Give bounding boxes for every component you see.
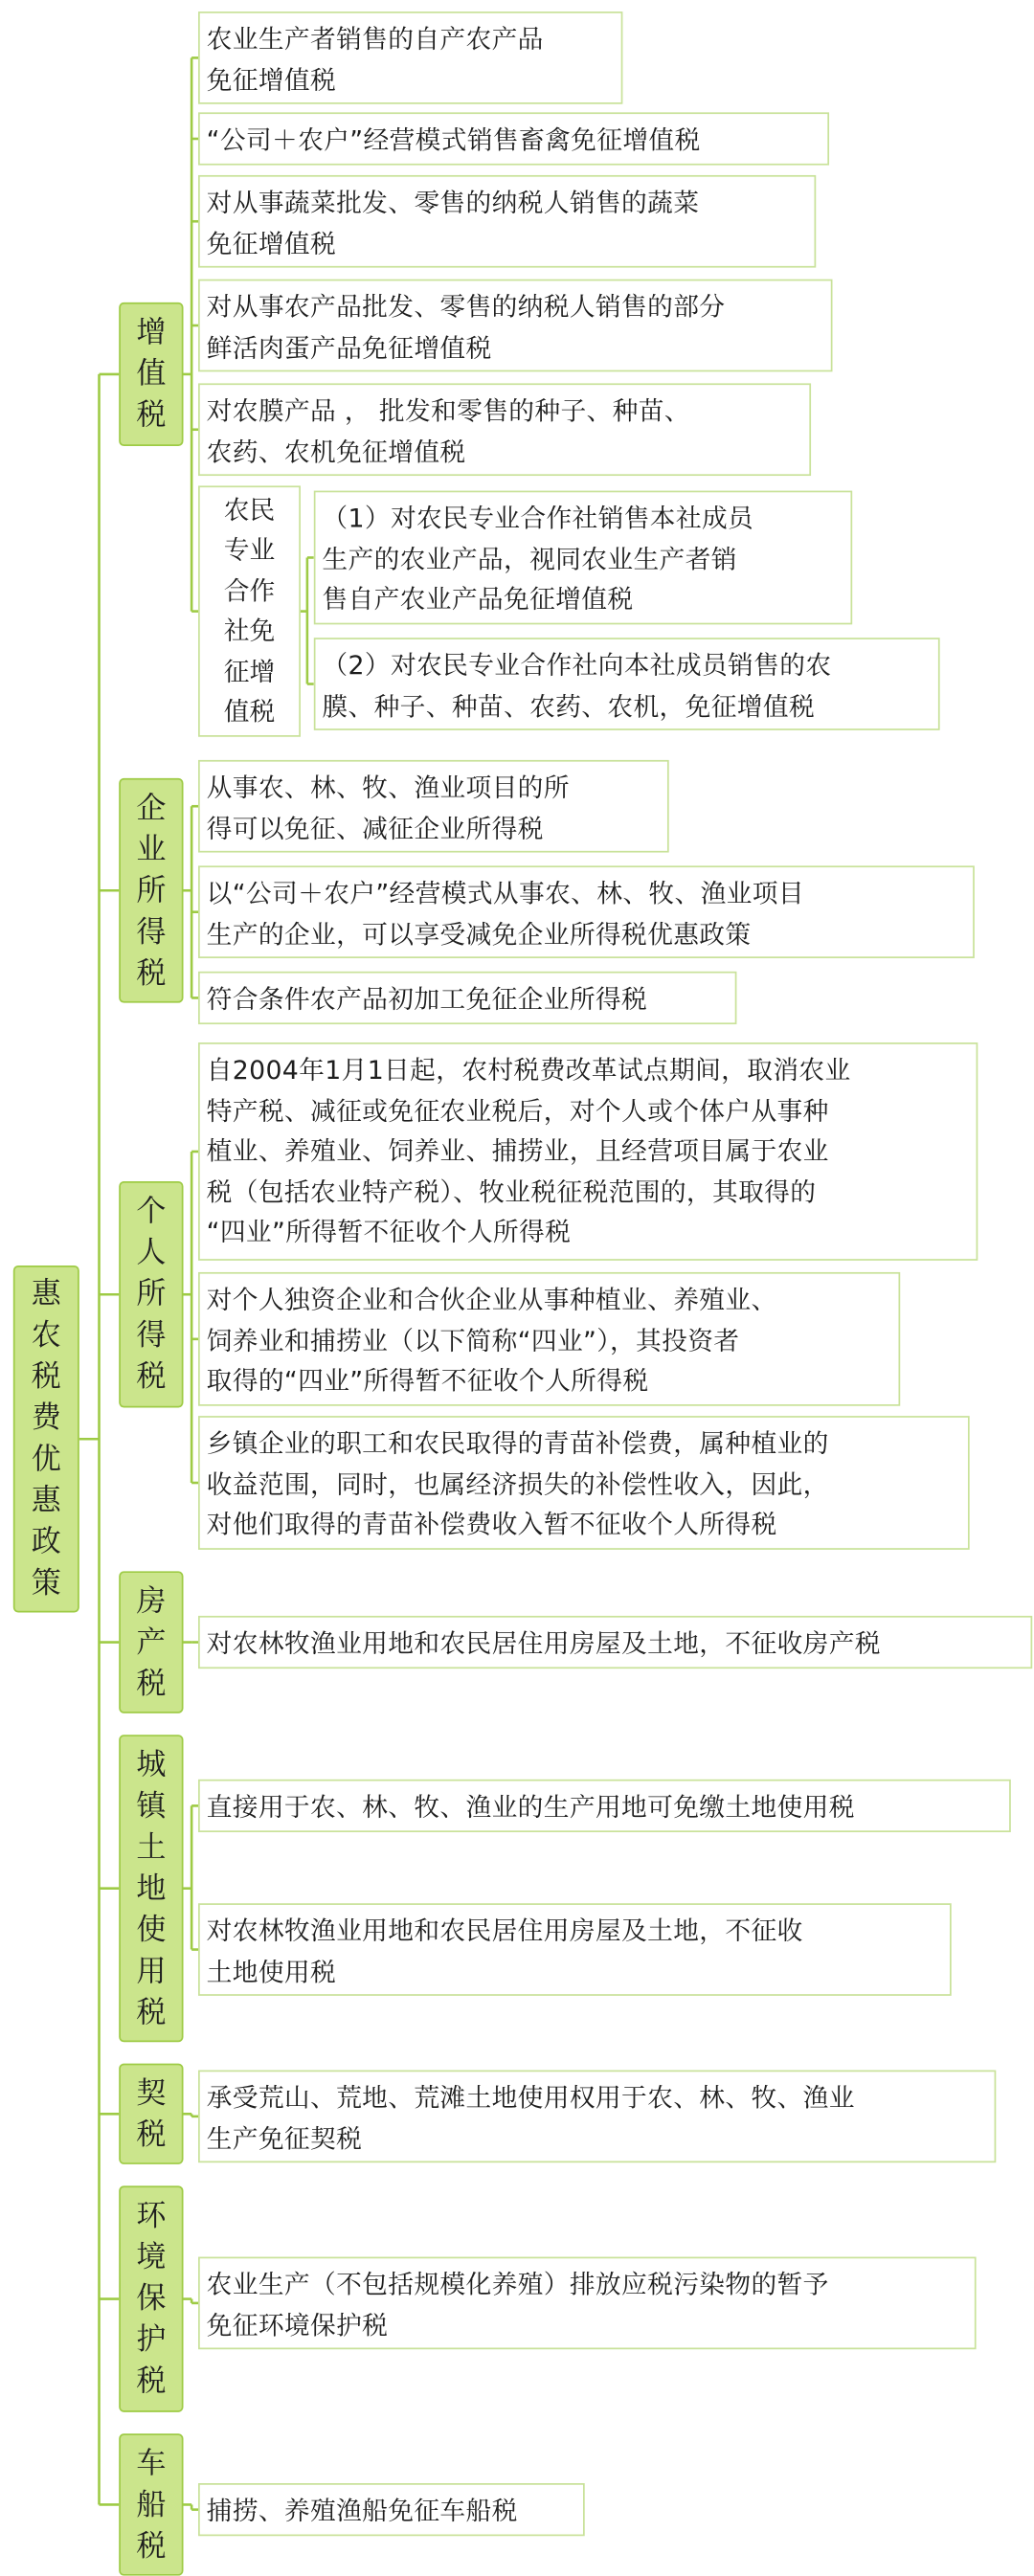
label-line: 环 bbox=[136, 2199, 167, 2234]
policy-item: 对从事蔬菜批发、零售的纳税人销售的蔬菜 免征增值税 bbox=[198, 175, 816, 268]
category-node-property-tax bbox=[119, 1571, 183, 1713]
category-node-vat bbox=[119, 302, 183, 446]
label-line: 费 bbox=[31, 1400, 61, 1436]
policy-item: 自2004年1月1日起，农村税费改革试点期间，取消农业 特产税、减征或免征农业税后，对个人或个体户从事种 植业、养殖业、饲养业、捕捞业，且经营项目属于农业 税（包括农业特产税）、牧业税征税范围的，其取得的 “四业”所得暂不征收个人所得税 bbox=[198, 1042, 978, 1261]
policy-item: （2）对农民专业合作社向本社成员销售的农 膜、种子、种苗、农药、农机，免征增值税 bbox=[314, 638, 940, 730]
label-line: 税 bbox=[136, 955, 167, 991]
label-line: 产 bbox=[136, 1624, 167, 1660]
label-line: 税 bbox=[136, 1995, 167, 2030]
label-line: 个 bbox=[136, 1194, 167, 1230]
policy-item: 直接用于农、林、牧、渔业的生产用地可免缴土地使用税 bbox=[198, 1780, 1011, 1832]
label-line: 所 bbox=[136, 1277, 167, 1312]
label-line: 业 bbox=[136, 831, 167, 867]
label-line: 社免 bbox=[223, 616, 276, 646]
label-line: 城 bbox=[136, 1747, 167, 1782]
label-line: 地 bbox=[136, 1870, 167, 1906]
category-node-land-use-tax bbox=[119, 1735, 183, 2042]
label-line: 税 bbox=[136, 397, 167, 434]
subgroup-cooperative bbox=[198, 485, 301, 736]
policy-item: 农业生产（不包括规模化养殖）排放应税污染物的暂予 免征环境保护税 bbox=[198, 2257, 977, 2350]
label-line: 得 bbox=[136, 914, 167, 950]
label-line: 保 bbox=[136, 2281, 167, 2317]
policy-item: 乡镇企业的职工和农民取得的青苗补偿费，属种植业的 收益范围，同时，也属经济损失的补偿性收入，因此， 对他们取得的青苗补偿费收入暂不征收个人所得税 bbox=[198, 1416, 970, 1550]
label-line: 税 bbox=[136, 1359, 167, 1395]
label-line: 得 bbox=[136, 1318, 167, 1354]
label-line: 税 bbox=[136, 2528, 167, 2564]
label-line: 征增 bbox=[223, 657, 276, 687]
policy-item: 以“公司＋农户”经营模式从事农、林、牧、渔业项目 生产的企业，可以享受减免企业所得税优惠政策 bbox=[198, 865, 975, 958]
label-line: 境 bbox=[136, 2240, 167, 2275]
label-line: 惠 bbox=[31, 1483, 61, 1519]
label-line: 土 bbox=[136, 1829, 167, 1865]
policy-item: 从事农、林、牧、渔业项目的所 得可以免征、减征企业所得税 bbox=[198, 760, 669, 853]
label-line: 人 bbox=[136, 1235, 167, 1271]
policy-item: 承受荒山、荒地、荒滩土地使用权用于农、林、牧、渔业 生产免征契税 bbox=[198, 2071, 996, 2163]
label-line: 增 bbox=[136, 315, 167, 350]
policy-item: 捕捞、养殖渔船免征车船税 bbox=[198, 2483, 585, 2536]
category-node-environmental-tax bbox=[119, 2185, 183, 2411]
label-line: 值税 bbox=[223, 697, 276, 728]
label-line: 用 bbox=[136, 1953, 167, 1989]
label-line: 税 bbox=[136, 1666, 167, 1701]
label-line: 车 bbox=[136, 2446, 167, 2481]
policy-item: 对个人独资企业和合伙企业从事种植业、养殖业、 饲养业和捕捞业（以下简称“四业”），其投资者 取得的“四业”所得暂不征收个人所得税 bbox=[198, 1272, 900, 1406]
category-node-deed-tax bbox=[119, 2064, 183, 2164]
label-line: 房 bbox=[136, 1583, 167, 1619]
label-line: 所 bbox=[136, 873, 167, 908]
label-line: 值 bbox=[136, 356, 167, 392]
policy-item: （1）对农民专业合作社销售本社成员 生产的农业产品，视同农业生产者销 售自产农业产品免征增值税 bbox=[314, 491, 852, 625]
label-line: 政 bbox=[31, 1525, 61, 1560]
label-line: 镇 bbox=[136, 1788, 167, 1824]
label-line: 税 bbox=[136, 2363, 167, 2400]
policy-item: “公司＋农户”经营模式销售畜禽免征增值税 bbox=[198, 112, 829, 165]
category-node-vehicle-vessel-tax bbox=[119, 2433, 183, 2575]
policy-item: 农业生产者销售的自产农产品 免征增值税 bbox=[198, 11, 622, 104]
policy-item: 对从事农产品批发、零售的纳税人销售的部分 鲜活肉蛋产品免征增值税 bbox=[198, 280, 832, 372]
policy-item: 符合条件农产品初加工免征企业所得税 bbox=[198, 972, 736, 1024]
label-line: 优 bbox=[31, 1442, 61, 1477]
label-line: 税 bbox=[31, 1359, 61, 1395]
label-line: 策 bbox=[31, 1566, 61, 1602]
label-line: 护 bbox=[136, 2322, 167, 2358]
policy-item: 对农林牧渔业用地和农民居住用房屋及土地，不征收 土地使用税 bbox=[198, 1903, 952, 1996]
label-line: 农民 bbox=[223, 494, 276, 525]
policy-item: 对农膜产品 ， 批发和零售的种子、种苗、 农药、农机免征增值税 bbox=[198, 383, 811, 476]
root-node bbox=[13, 1266, 79, 1612]
label-line: 船 bbox=[136, 2487, 167, 2522]
label-line: 合作 bbox=[223, 575, 276, 606]
label-line: 农 bbox=[31, 1318, 61, 1354]
category-node-personal-income-tax bbox=[119, 1181, 183, 1407]
label-line: 契 bbox=[136, 2075, 167, 2111]
label-line: 税 bbox=[136, 2117, 167, 2152]
label-line: 企 bbox=[136, 790, 167, 826]
label-line: 专业 bbox=[223, 535, 276, 566]
label-line: 使 bbox=[136, 1912, 167, 1947]
policy-item: 对农林牧渔业用地和农民居住用房屋及土地，不征收房产税 bbox=[198, 1616, 1032, 1669]
label-line: 惠 bbox=[31, 1277, 61, 1312]
category-node-corporate-income-tax bbox=[119, 778, 183, 1003]
